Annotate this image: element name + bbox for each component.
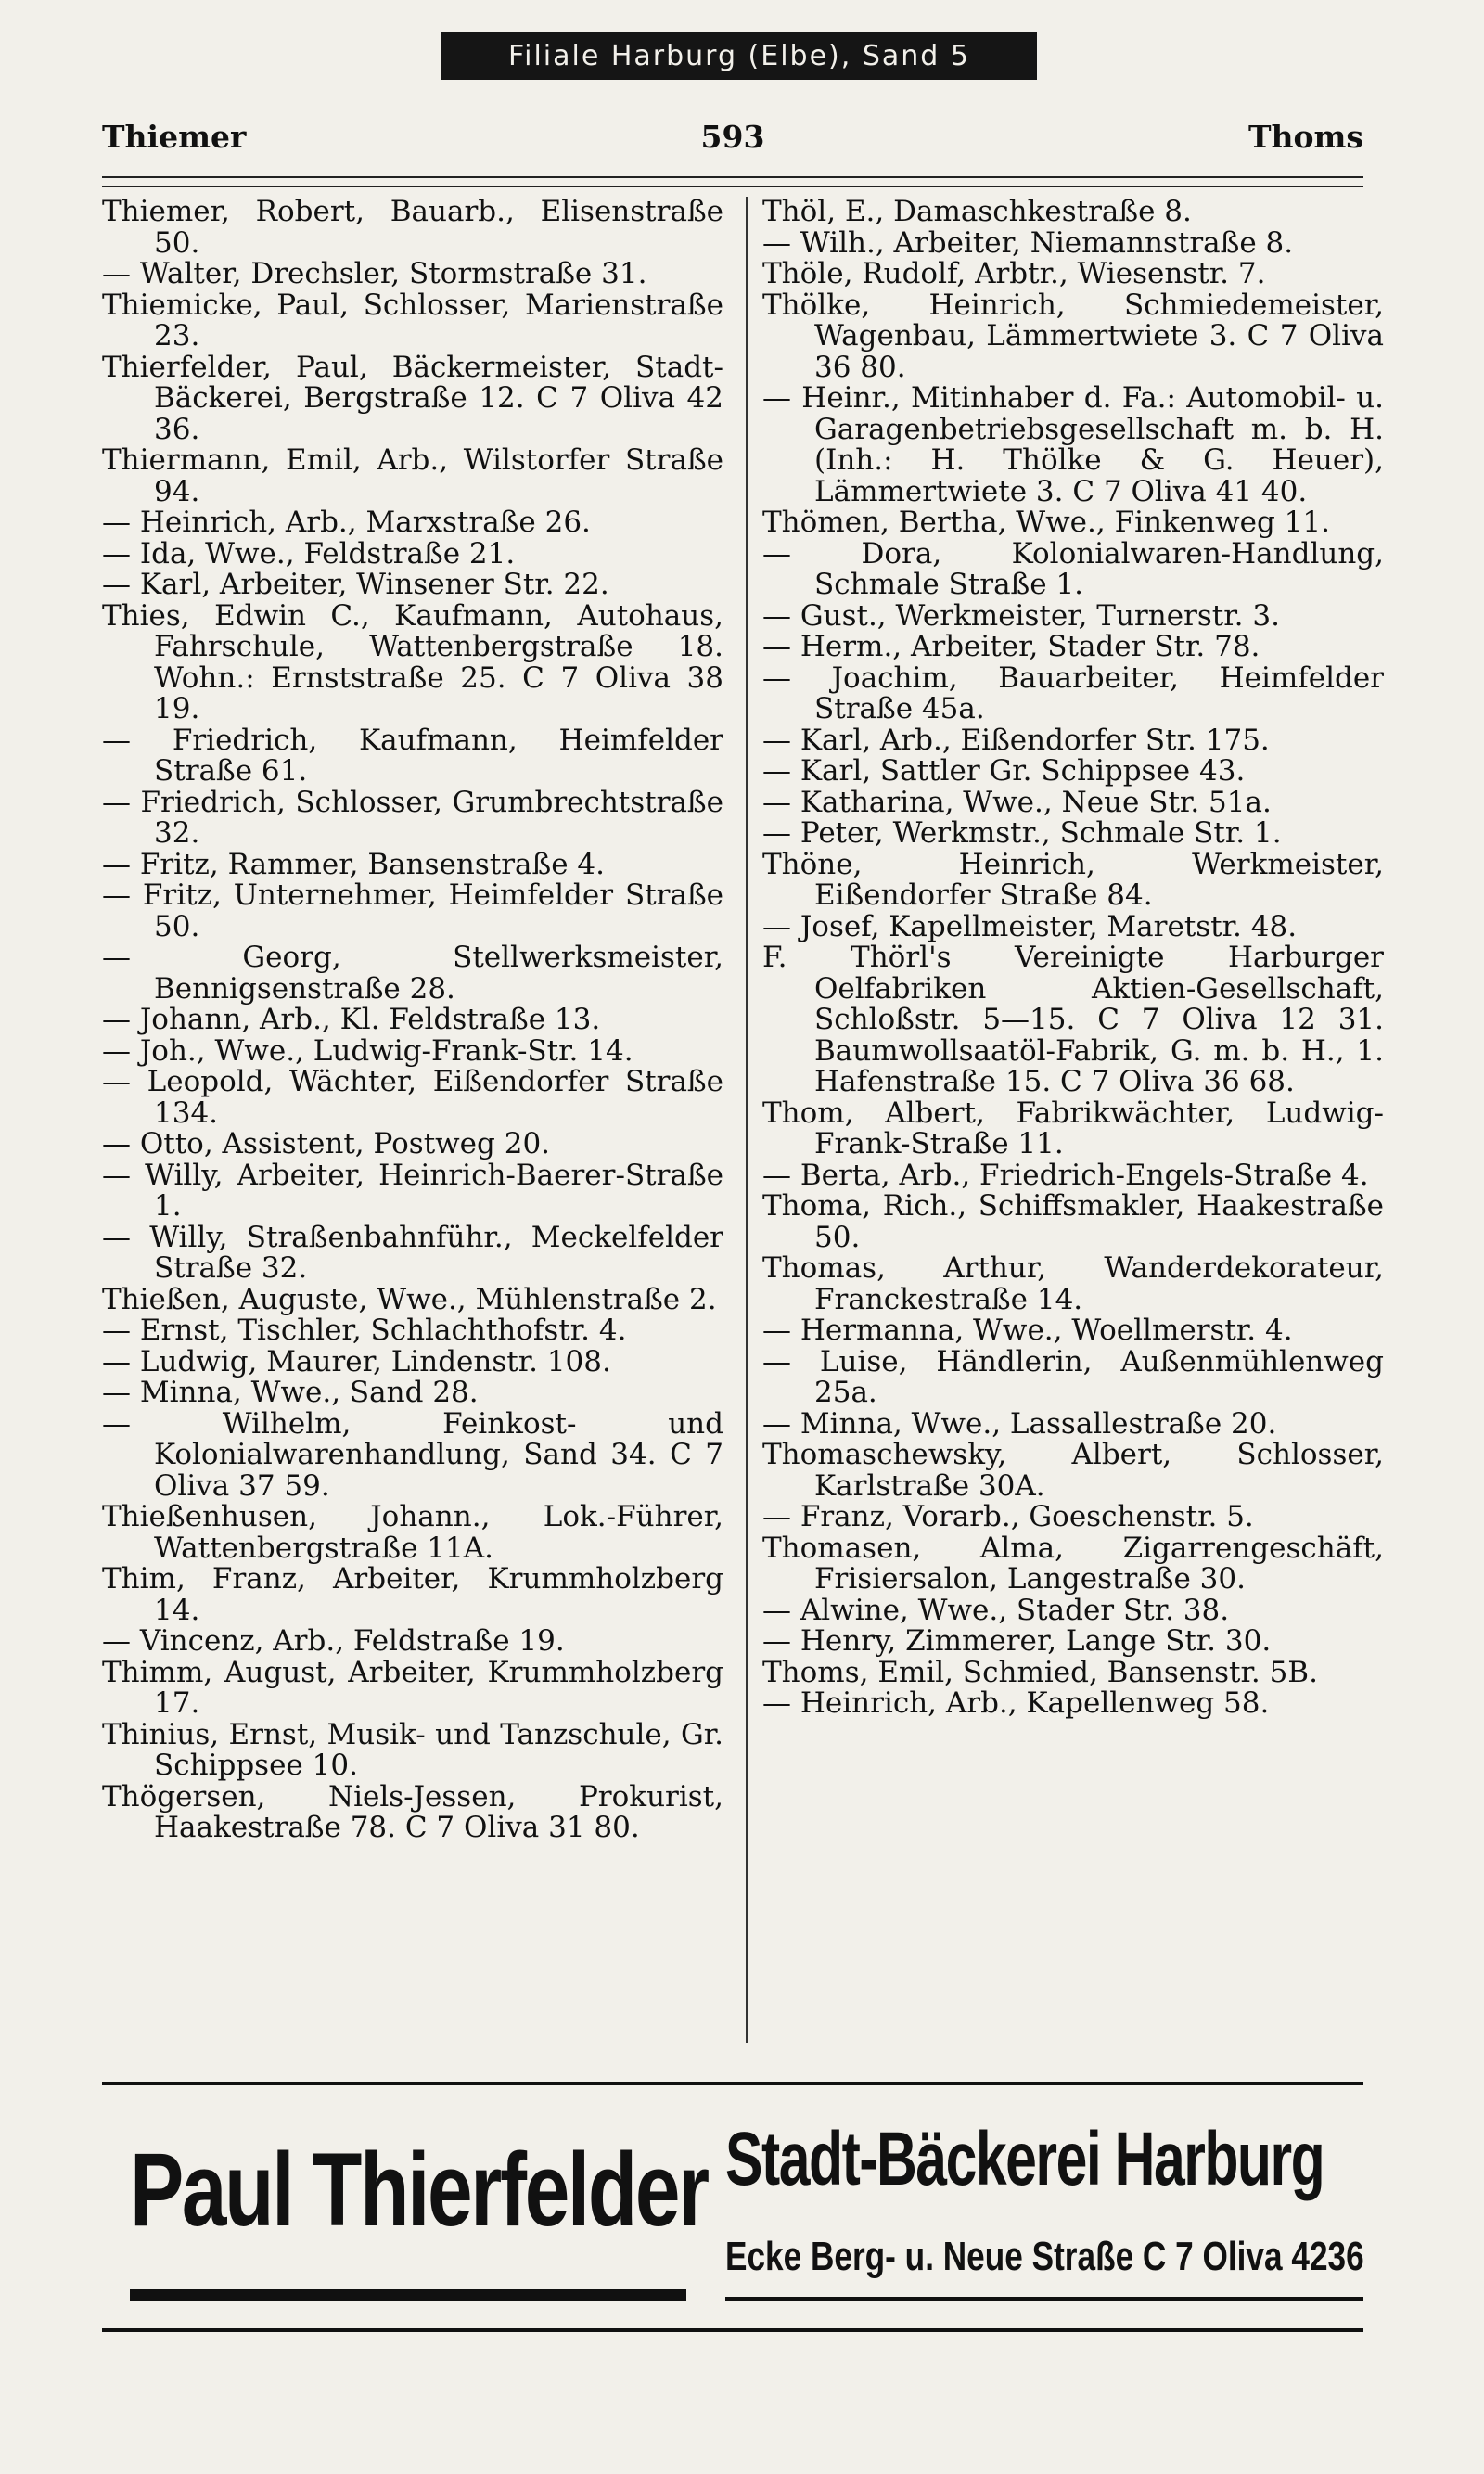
directory-entry: Thiermann, Emil, Arb., Wilstorfer Straße 94.: [102, 443, 723, 508]
ad-address-underline: [725, 2297, 1363, 2301]
directory-entry: — Friedrich, Schlosser, Grumbrechtstraße 32.: [102, 785, 723, 850]
directory-entry: — Herm., Arbeiter, Stader Str. 78.: [762, 630, 1260, 663]
ad-top-rule: [102, 2082, 1363, 2085]
directory-entry: — Heinr., Mitinhaber d. Fa.: Automobil- u. Garagenbetriebsgesellschaft m. b. H. (Inh.: H. Thölke & G. Heuer), Lämmertwiete 3. C 7 Oliva 41 40.: [762, 381, 1384, 508]
directory-entry: Thies, Edwin C., Kaufmann, Autohaus, Fahrschule, Wattenbergstraße 18. Wohn.: Ernststraße 25. C 7 Oliva 38 19.: [102, 598, 723, 725]
branch-banner: Filiale Harburg (Elbe), Sand 5: [441, 32, 1037, 80]
directory-entry: F. Thörl's Vereinigte Harburger Oelfabriken Aktien-Gesellschaft, Schloßstr. 5—15. C 7 Oliva 12 31. Baumwollsaatöl-Fabrik, G. m. b. H., 1. Hafenstraße 15. C 7 Oliva 36 68.: [762, 941, 1384, 1098]
directory-entry: Thießen, Auguste, Wwe., Mühlenstraße 2.: [102, 1282, 717, 1316]
directory-entry: Thiemicke, Paul, Schlosser, Marienstraße 23.: [102, 288, 723, 353]
directory-entry: Thoms, Emil, Schmied, Bansenstr. 5B.: [762, 1655, 1318, 1689]
ad-bottom-rule: [102, 2328, 1363, 2332]
directory-entry: — Berta, Arb., Friedrich-Engels-Straße 4.: [762, 1158, 1369, 1192]
directory-entry: Thöle, Rudolf, Arbtr., Wiesenstr. 7.: [762, 257, 1266, 290]
directory-entry: Thöl, E., Damaschkestraße 8.: [762, 197, 1192, 228]
directory-entry: Thinius, Ernst, Musik- und Tanzschule, Gr. Schippsee 10.: [102, 1717, 723, 1782]
page-number: 593: [700, 119, 765, 155]
left-column: [102, 197, 723, 2043]
directory-entry: — Friedrich, Kaufmann, Heimfelder Straße 61.: [102, 723, 723, 788]
directory-entry: — Minna, Wwe., Lassallestraße 20.: [762, 1406, 1277, 1441]
directory-entry: — Fritz, Rammer, Bansenstraße 4.: [102, 847, 605, 881]
directory-entry: — Ludwig, Maurer, Lindenstr. 108.: [102, 1344, 611, 1378]
directory-entry: — Wilh., Arbeiter, Niemannstraße 8.: [762, 225, 1294, 260]
directory-entry: — Franz, Vorarb., Goeschenstr. 5.: [762, 1500, 1254, 1533]
directory-entry: — Joh., Wwe., Ludwig-Frank-Str. 14.: [102, 1033, 633, 1068]
directory-entry: Thimm, August, Arbeiter, Krummholzberg 17.: [102, 1655, 723, 1720]
directory-entry: — Joachim, Bauarbeiter, Heimfelder Straße 45a.: [762, 660, 1384, 725]
directory-entry: Thölke, Heinrich, Schmiedemeister, Wagenbau, Lämmertwiete 3. C 7 Oliva 36 80.: [762, 288, 1384, 384]
directory-entry: — Gust., Werkmeister, Turnerstr. 3.: [762, 598, 1280, 633]
directory-entry: — Karl, Arb., Eißendorfer Str. 175.: [762, 723, 1270, 757]
directory-entry: Thierfelder, Paul, Bäckermeister, Stadt-Bäckerei, Bergstraße 12. C 7 Oliva 42 36.: [102, 350, 723, 446]
directory-entry: Thömen, Bertha, Wwe., Finkenweg 11.: [762, 506, 1330, 539]
directory-entry: — Fritz, Unternehmer, Heimfelder Straße 50.: [102, 878, 723, 943]
directory-entry: — Willy, Arbeiter, Heinrich-Baerer-Straße 1.: [102, 1158, 723, 1223]
directory-entry: — Ida, Wwe., Feldstraße 21.: [102, 536, 516, 570]
directory-entry: — Minna, Wwe., Sand 28.: [102, 1376, 479, 1409]
directory-entry: — Katharina, Wwe., Neue Str. 51a.: [762, 785, 1272, 819]
directory-entry: — Ernst, Tischler, Schlachthofstr. 4.: [102, 1314, 627, 1347]
directory-entry: Thiemer, Robert, Bauarb., Elisenstraße 50.: [102, 197, 723, 260]
header-double-rule: [102, 176, 1363, 187]
directory-entry: Thöne, Heinrich, Werkmeister, Eißendorfer Straße 84.: [762, 847, 1384, 912]
directory-entry: — Willy, Straßenbahnführ., Meckelfelder Straße 32.: [102, 1220, 723, 1285]
running-head-first-entry: Thiemer: [102, 119, 247, 155]
directory-entry: Thießenhusen, Johann., Lok.-Führer, Wattenbergstraße 11A.: [102, 1500, 723, 1565]
right-column: [762, 197, 1384, 2043]
ad-name-underline: [130, 2289, 686, 2301]
ad-name: Paul Thierfelder: [130, 2132, 708, 2248]
directory-entry: — Dora, Kolonialwaren-Handlung, Schmale Straße 1.: [762, 536, 1384, 601]
directory-entry: — Wilhelm, Feinkost- und Kolonialwarenhandlung, Sand 34. C 7 Oliva 37 59.: [102, 1406, 723, 1503]
directory-entry: — Hermanna, Wwe., Woellmerstr. 4.: [762, 1314, 1293, 1347]
directory-entry: — Luise, Händlerin, Außenmühlenweg 25a.: [762, 1344, 1384, 1409]
directory-entry: — Henry, Zimmerer, Lange Str. 30.: [762, 1624, 1272, 1658]
directory-entry: Thim, Franz, Arbeiter, Krummholzberg 14.: [102, 1562, 723, 1627]
directory-entry: — Otto, Assistent, Postweg 20.: [102, 1127, 551, 1160]
directory-entry: — Karl, Arbeiter, Winsener Str. 22.: [102, 568, 609, 601]
ad-address: Ecke Berg- u. Neue Straße C 7 Oliva 4236: [725, 2234, 1364, 2279]
running-head-last-entry: Thoms: [1247, 119, 1363, 155]
directory-entry: — Heinrich, Arb., Kapellenweg 58.: [762, 1686, 1270, 1720]
directory-entry: Thom, Albert, Fabrikwächter, Ludwig-Frank-Straße 11.: [762, 1096, 1384, 1160]
directory-entry: Thoma, Rich., Schiffsmakler, Haakestraße 50.: [762, 1189, 1384, 1254]
ad-business: Stadt-Bäckerei Harburg: [725, 2117, 1324, 2201]
directory-entry: — Walter, Drechsler, Stormstraße 31.: [102, 257, 647, 290]
directory-entry: Thögersen, Niels-Jessen, Prokurist, Haakestraße 78. C 7 Oliva 31 80.: [102, 1779, 723, 1844]
directory-entry: Thomas, Arthur, Wanderdekorateur, Franckestraße 14.: [762, 1251, 1384, 1316]
directory-entry: — Johann, Arb., Kl. Feldstraße 13.: [102, 1003, 601, 1036]
directory-entry: — Karl, Sattler Gr. Schippsee 43.: [762, 754, 1246, 788]
directory-entry: Thomasen, Alma, Zigarrengeschäft, Frisiersalon, Langestraße 30.: [762, 1531, 1384, 1596]
directory-entry: — Leopold, Wächter, Eißendorfer Straße 134.: [102, 1065, 723, 1130]
directory-entry: — Peter, Werkmstr., Schmale Str. 1.: [762, 816, 1282, 850]
directory-entry: Thomaschewsky, Albert, Schlosser, Karlstraße 30A.: [762, 1438, 1384, 1503]
column-divider: [746, 197, 748, 2043]
directory-entry: — Vincenz, Arb., Feldstraße 19.: [102, 1624, 565, 1658]
directory-entry: — Georg, Stellwerksmeister, Bennigsenstraße 28.: [102, 941, 723, 1006]
directory-entry: — Heinrich, Arb., Marxstraße 26.: [102, 506, 591, 539]
directory-entry: — Josef, Kapellmeister, Maretstr. 48.: [762, 909, 1298, 943]
directory-entry: — Alwine, Wwe., Stader Str. 38.: [762, 1593, 1230, 1627]
running-head: [102, 119, 1363, 163]
